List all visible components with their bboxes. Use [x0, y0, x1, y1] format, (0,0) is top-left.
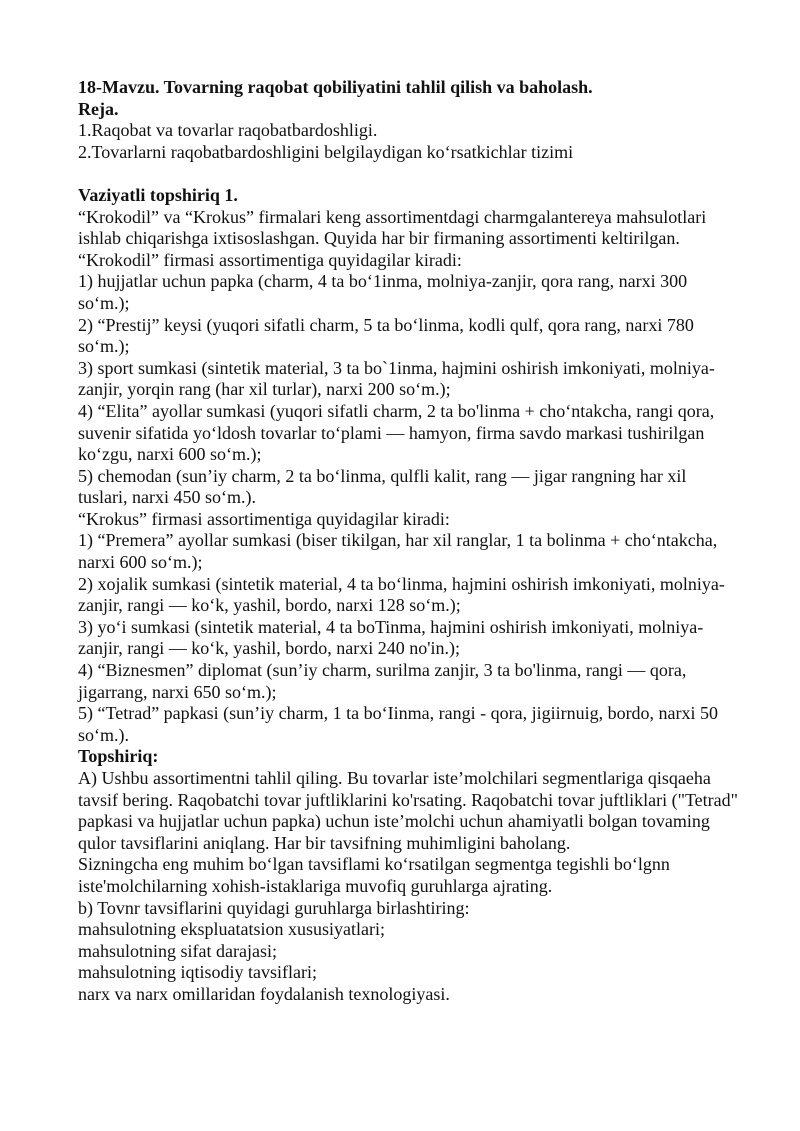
krokodil-item: 3) sport sumkasi (sintetik material, 3 ta bo`1inma, hajmini oshirish imkoniyati, molniya-zanjir, yorqin rang (har xil turlar), narxi 200 so‘m.); — [78, 357, 715, 400]
document-page — [78, 77, 738, 1006]
assignment-a: A) Ushbu assortimentni tahlil qiling. Bu tovarlar iste’molchilari segmentlariga qisqaeha tavsif bering. Raqobatchi tovar juftliklarini ko'rsating. Raqobatchi tovar juftliklari ("Tetrad" papkasi va hujjatlar uchun papka) uchun iste’molchi uchun ahamiyatli bolgan tovaming qulor tavsiflarini aniqlang. Har bir tavsifning muhimligini baholang. — [78, 768, 738, 853]
krokus-heading: “Krokus” firmasi assortimentiga quyidagilar kiradi: — [78, 508, 450, 529]
intro-paragraph: “Krokodil” va “Krokus” firmalari keng assortimentdagi charmgalantereya mahsulotlari ishlab chiqarishga ixtisoslashgan. Quyida har bir firmaning assortimenti keltirilgan. — [78, 206, 707, 249]
group-item: mahsulotning ekspluatatsion xususiyatlari; — [78, 919, 385, 940]
task-heading: Vaziyatli topshiriq 1. — [78, 184, 238, 205]
krokodil-item: 4) “Elita” ayollar sumkasi (yuqori sifatli charm, 2 ta bo'linma + cho‘ntakcha, rangi qora, suvenir sifatida yo‘ldosh tovarlar to‘plami — hamyon, firma savdo markasi tushirilgan ko‘zgu, narxi 600 so‘m.); — [78, 400, 715, 465]
krokodil-item: 1) hujjatlar uchun papka (charm, 4 ta bo‘1inma, molniya-zanjir, qora rang, narxi 300 so‘m.); — [78, 271, 688, 313]
krokodil-item: 2) “Prestij” keysi (yuqori sifatli charm, 5 ta bo‘linma, kodli qulf, qora rang, narxi 780 so‘m.); — [78, 314, 694, 357]
group-item: mahsulotning sifat darajasi; — [78, 940, 277, 961]
krokus-item: 3) yo‘i sumkasi (sintetik material, 4 ta boTinma, hajmini oshirish imkoniyati, molniya-zanjir, rangi — ko‘k, yashil, bordo, narxi 240 no'in.); — [78, 616, 704, 659]
plan-heading: Reja. — [78, 98, 119, 119]
assignment-heading: Topshiriq: — [78, 746, 159, 767]
krokus-item: 5) “Tetrad” papkasi (sun’iy charm, 1 ta bo‘Iinma, rangi - qora, jigiirnuig, bordo, narxi 50 so‘m.). — [78, 703, 719, 745]
plan-item: 1.Raqobat va tovarlar raqobatbardoshligi. — [78, 120, 378, 141]
blank-line — [78, 163, 738, 185]
document-title: 18-Mavzu. Tovarning raqobat qobiliyatini tahlil qilish va baholash. — [78, 77, 593, 97]
krokodil-heading: “Krokodil” firmasi assortimentiga quyidagilar kiradi: — [78, 249, 462, 270]
krokus-item: 1) “Premera” ayollar sumkasi (biser tikilgan, har xil ranglar, 1 ta bolinma + cho‘ntakcha, narxi 600 so‘m.); — [78, 530, 718, 573]
krokus-item: 4) “Biznesmen” diplomat (sun’iy charm, surilma zanjir, 3 ta bo'linma, rangi — qora, jigarrang, narxi 650 so‘m.); — [78, 660, 687, 702]
krokodil-item: 5) chemodan (sun’iy charm, 2 ta bo‘linma, qulfli kalit, rang — jigar rangning har xil tuslari, narxi 450 so‘m.). — [78, 465, 687, 508]
group-item: narx va narx omillaridan foydalanish texnologiyasi. — [78, 983, 450, 1004]
plan-item: 2.Tovarlarni raqobatbardoshligini belgilaydigan ko‘rsatkichlar tizimi — [78, 141, 574, 162]
assignment-b: b) Tovnr tavsiflarini quyidagi guruhlarga birlashtiring: — [78, 897, 470, 918]
krokus-item: 2) xojalik sumkasi (sintetik material, 4 ta bo‘linma, hajmini oshirish imkoniyati, molniya-zanjir, rangi — ko‘k, yashil, bordo, narxi 128 so‘m.); — [78, 573, 725, 616]
group-item: mahsulotning iqtisodiy tavsiflari; — [78, 962, 317, 983]
assignment-a2: Sizningcha eng muhim bo‘lgan tavsiflami ko‘rsatilgan segmentga tegishli bo‘lgnn iste'molchilarning xohish-istaklariga muvofiq guruhlarga ajrating. — [78, 854, 670, 896]
